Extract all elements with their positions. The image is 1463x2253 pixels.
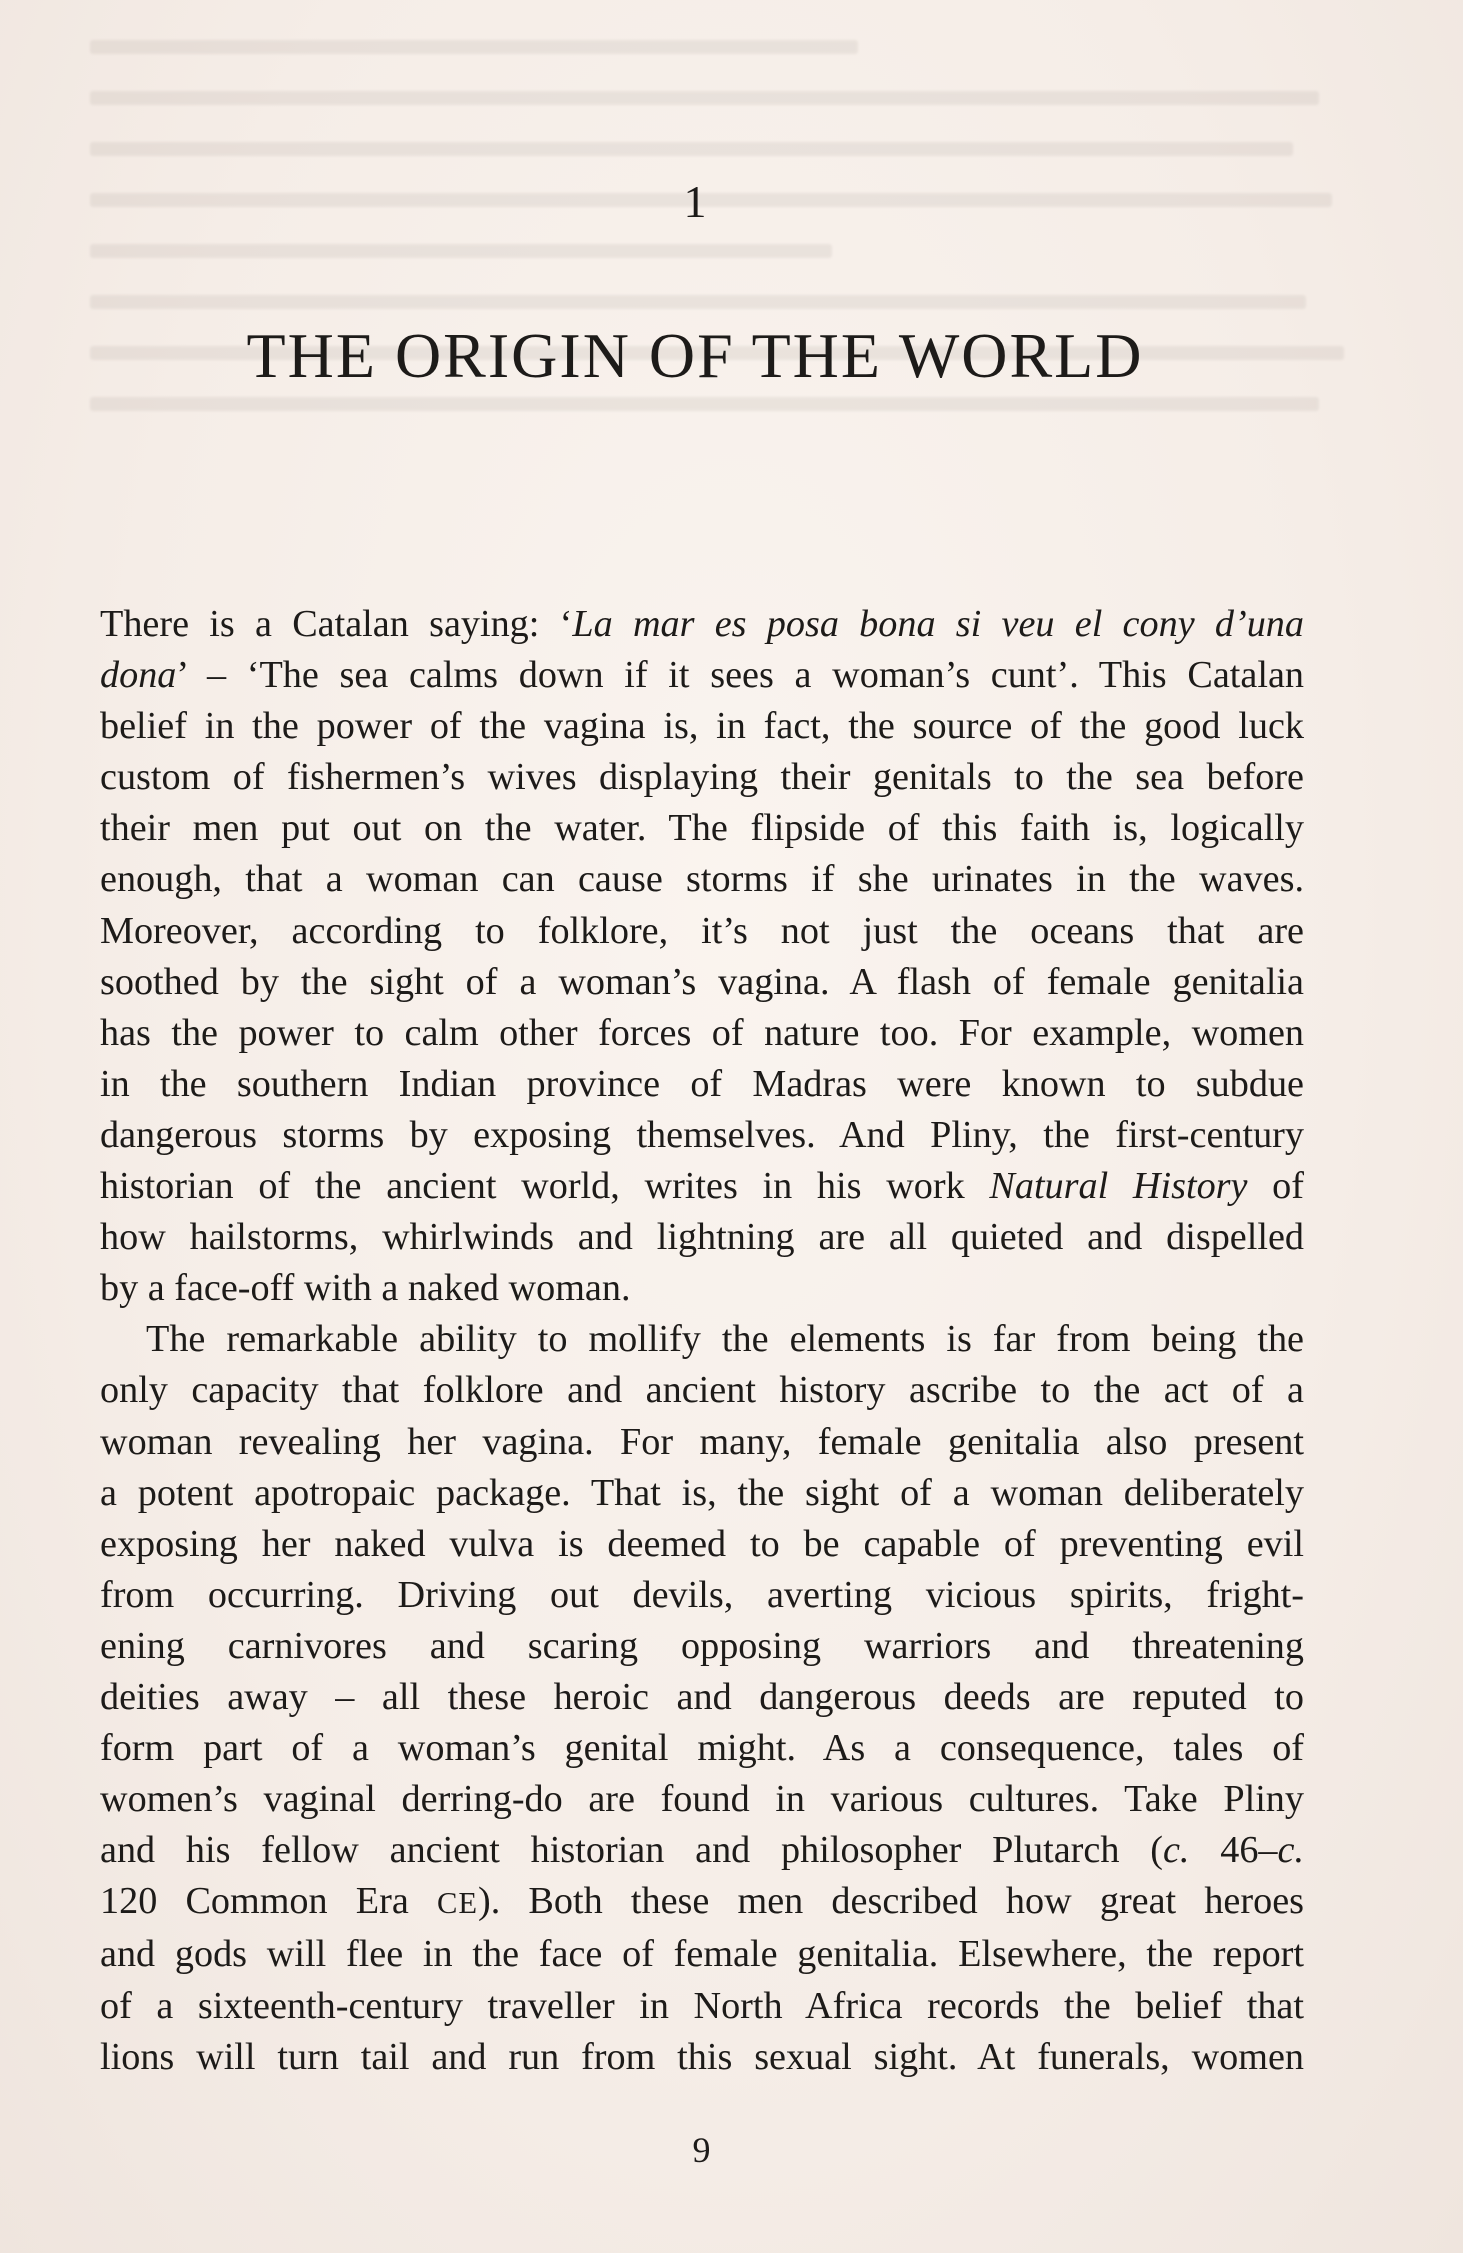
- text-line: exposing her naked vulva is deemed to be capable of preventing evil: [100, 1522, 1304, 1565]
- text-line: dona’ – ‘The sea calms down if it sees a woman’s cunt’. This Catalan: [100, 654, 1304, 697]
- body-text: [100, 599, 1304, 2083]
- text-line: Moreover, according to folklore, it’s not just the oceans that are: [100, 909, 1304, 952]
- text-line: enough, that a woman can cause storms if she urinates in the waves.: [100, 858, 1304, 901]
- text-line: lions will turn tail and run from this sexual sight. At funerals, women: [100, 2035, 1304, 2078]
- text-line: form part of a woman’s genital might. As a consequence, tales of: [100, 1727, 1304, 1770]
- text-line: ening carnivores and scaring opposing warriors and threatening: [100, 1624, 1304, 1667]
- text-line: of a sixteenth-century traveller in North Africa records the belief that: [100, 1984, 1304, 2027]
- text-line: only capacity that folklore and ancient history ascribe to the act of a: [100, 1369, 1304, 1412]
- text-line: in the southern Indian province of Madras were known to subdue: [100, 1062, 1304, 1105]
- chapter-number: 1: [683, 176, 707, 227]
- show-through-shadow: [90, 40, 1370, 470]
- text-line: how hailstorms, whirlwinds and lightning are all quieted and dispelled: [100, 1216, 1304, 1259]
- text-line: from occurring. Driving out devils, averting vicious spirits, fright-: [100, 1573, 1304, 1616]
- text-line: belief in the power of the vagina is, in fact, the source of the good luck: [100, 705, 1304, 748]
- text-line: has the power to calm other forces of nature too. For example, women: [100, 1011, 1304, 1054]
- text-line: their men put out on the water. The flipside of this faith is, logically: [100, 807, 1304, 850]
- text-line: historian of the ancient world, writes in his work Natural History of: [100, 1165, 1304, 1208]
- text-line: and gods will flee in the face of female genitalia. Elsewhere, the report: [100, 1933, 1304, 1976]
- text-line: woman revealing her vagina. For many, female genitalia also present: [100, 1420, 1304, 1463]
- text-line: There is a Catalan saying: ‘La mar es posa bona si veu el cony d’una: [100, 603, 1304, 645]
- text-line: 120 Common Era CE). Both these men described how great heroes: [100, 1880, 1304, 1923]
- text-line: deities away – all these heroic and dangerous deeds are reputed to: [100, 1675, 1304, 1718]
- text-line: and his fellow ancient historian and philosopher Plutarch (c. 46–c.: [100, 1829, 1305, 1872]
- chapter-title: THE ORIGIN OF THE WORLD: [246, 320, 1144, 391]
- page-number: 9: [692, 2130, 711, 2170]
- text-line: The remarkable ability to mollify the elements is far from being the: [146, 1318, 1304, 1361]
- text-line: custom of fishermen’s wives displaying their genitals to the sea before: [100, 756, 1304, 799]
- text-line: women’s vaginal derring-do are found in various cultures. Take Pliny: [100, 1778, 1304, 1821]
- text-line: a potent apotropaic package. That is, the sight of a woman deliberately: [100, 1471, 1304, 1514]
- text-line: dangerous storms by exposing themselves. And Pliny, the first-century: [100, 1113, 1304, 1156]
- text-line: by a face-off with a naked woman.: [100, 1267, 631, 1310]
- text-line: soothed by the sight of a woman’s vagina. A flash of female genitalia: [100, 960, 1304, 1003]
